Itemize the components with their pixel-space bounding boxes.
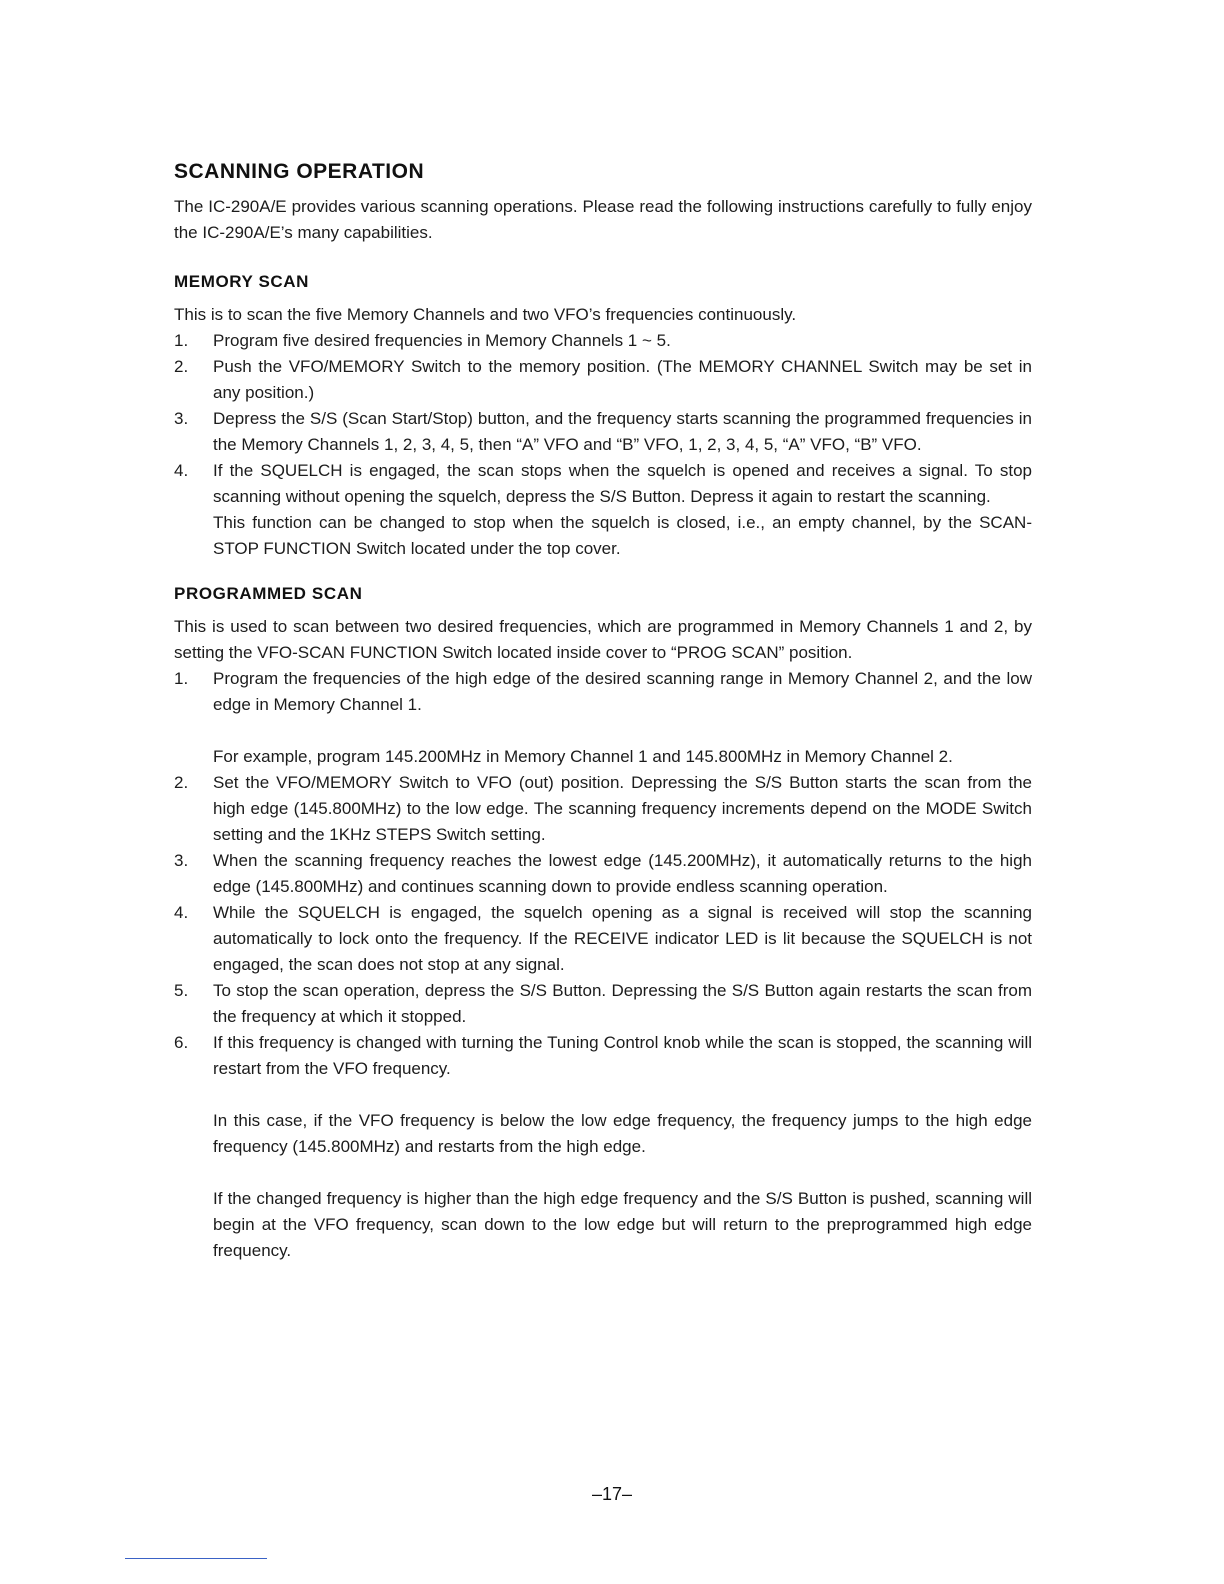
step-number: 3. <box>174 409 189 428</box>
step-paragraph: Program five desired frequencies in Memory Channels 1 ~ 5. <box>213 331 671 350</box>
step-body <box>213 900 1032 978</box>
step-paragraph: Program the frequencies of the high edge of the desired scanning range in Memory Channel 2, and the low edge in Memory Channel 1. <box>213 669 1032 714</box>
list-item <box>174 1030 1032 1264</box>
memory-scan-section <box>174 272 1032 562</box>
intro-paragraph: The IC-290A/E provides various scanning operations. Please read the following instructions carefully to fully enjoy the IC-290A/E’s many capabilities. <box>174 197 1032 242</box>
step-paragraph: If the changed frequency is higher than the high edge frequency and the S/S Button is pushed, scanning will begin at the VFO frequency, scan down to the low edge but will return to the preprogrammed high edge frequency. <box>213 1189 1032 1260</box>
step-paragraph: When the scanning frequency reaches the lowest edge (145.200MHz), it automatically returns to the high edge (145.800MHz) and continues scanning down to provide endless scanning operation. <box>213 851 1032 896</box>
page-number: –17– <box>591 1484 633 1504</box>
step-body <box>213 848 1032 900</box>
step-paragraph: This function can be changed to stop when the squelch is closed, i.e., an empty channel, by the SCAN-STOP FUNCTION Switch located under the top cover. <box>213 513 1032 558</box>
document-page <box>174 160 1032 1286</box>
step-paragraph: If this frequency is changed with turning the Tuning Control knob while the scan is stopped, the scanning will restart from the VFO frequency. <box>213 1033 1032 1078</box>
step-number: 2. <box>174 773 189 792</box>
list-item <box>174 848 1032 900</box>
step-body <box>213 328 1032 354</box>
programmed-scan-section <box>174 584 1032 1264</box>
step-number: 2. <box>174 357 189 376</box>
programmed-scan-steps <box>174 666 1032 1264</box>
step-number: 1. <box>174 331 189 350</box>
step-paragraph: If the SQUELCH is engaged, the scan stops when the squelch is opened and receives a signal. To stop scanning without opening the squelch, depress the S/S Button. Depress it again to restart the scanning. <box>213 461 1032 506</box>
step-number: 6. <box>174 1033 189 1052</box>
step-body <box>213 406 1032 458</box>
list-item <box>174 406 1032 458</box>
list-item <box>174 978 1032 1030</box>
step-paragraph: Depress the S/S (Scan Start/Stop) button, and the frequency starts scanning the programmed frequencies in the Memory Channels 1, 2, 3, 4, 5, then “A” VFO and “B” VFO, 1, 2, 3, 4, 5, “A” VFO, “B” VFO. <box>213 409 1032 454</box>
step-number: 3. <box>174 851 189 870</box>
step-body <box>213 666 1032 770</box>
memory-scan-steps <box>174 328 1032 562</box>
step-paragraph: To stop the scan operation, depress the S/S Button. Depressing the S/S Button again restarts the scan from the frequency at which it stopped. <box>213 981 1032 1026</box>
step-body <box>213 458 1032 562</box>
step-body <box>213 770 1032 848</box>
step-number: 4. <box>174 461 189 480</box>
programmed-scan-heading: PROGRAMMED SCAN <box>174 584 363 603</box>
list-item <box>174 458 1032 562</box>
memory-scan-heading: MEMORY SCAN <box>174 272 310 291</box>
step-body <box>213 1030 1032 1264</box>
step-paragraph: Push the VFO/MEMORY Switch to the memory position. (The MEMORY CHANNEL Switch may be set in any position.) <box>213 357 1032 402</box>
step-paragraph: In this case, if the VFO frequency is below the low edge frequency, the frequency jumps to the high edge frequency (145.800MHz) and restarts from the high edge. <box>213 1111 1032 1156</box>
step-body <box>213 978 1032 1030</box>
list-item <box>174 900 1032 978</box>
step-paragraph: For example, program 145.200MHz in Memory Channel 1 and 145.800MHz in Memory Channel 2. <box>213 747 953 766</box>
list-item <box>174 328 1032 354</box>
step-paragraph: Set the VFO/MEMORY Switch to VFO (out) position. Depressing the S/S Button starts the scan from the high edge (145.800MHz) to the low edge. The scanning frequency increments depend on the MODE Switch setting and the 1KHz STEPS Switch setting. <box>213 773 1032 844</box>
step-body <box>213 354 1032 406</box>
list-item <box>174 666 1032 770</box>
footer-rule <box>125 1558 267 1559</box>
list-item <box>174 354 1032 406</box>
step-number: 1. <box>174 669 189 688</box>
programmed-scan-lead: This is used to scan between two desired frequencies, which are programmed in Memory Channels 1 and 2, by setting the VFO-SCAN FUNCTION Switch located inside cover to “PROG SCAN” position. <box>174 617 1032 662</box>
list-item <box>174 770 1032 848</box>
memory-scan-lead: This is to scan the five Memory Channels and two VFO’s frequencies continuously. <box>174 305 797 324</box>
step-number: 4. <box>174 903 189 922</box>
page-title: SCANNING OPERATION <box>174 160 425 183</box>
step-paragraph: While the SQUELCH is engaged, the squelch opening as a signal is received will stop the scanning automatically to lock onto the frequency. If the RECEIVE indicator LED is lit because the SQUELCH is not engaged, the scan does not stop at any signal. <box>213 903 1032 974</box>
step-number: 5. <box>174 981 189 1000</box>
